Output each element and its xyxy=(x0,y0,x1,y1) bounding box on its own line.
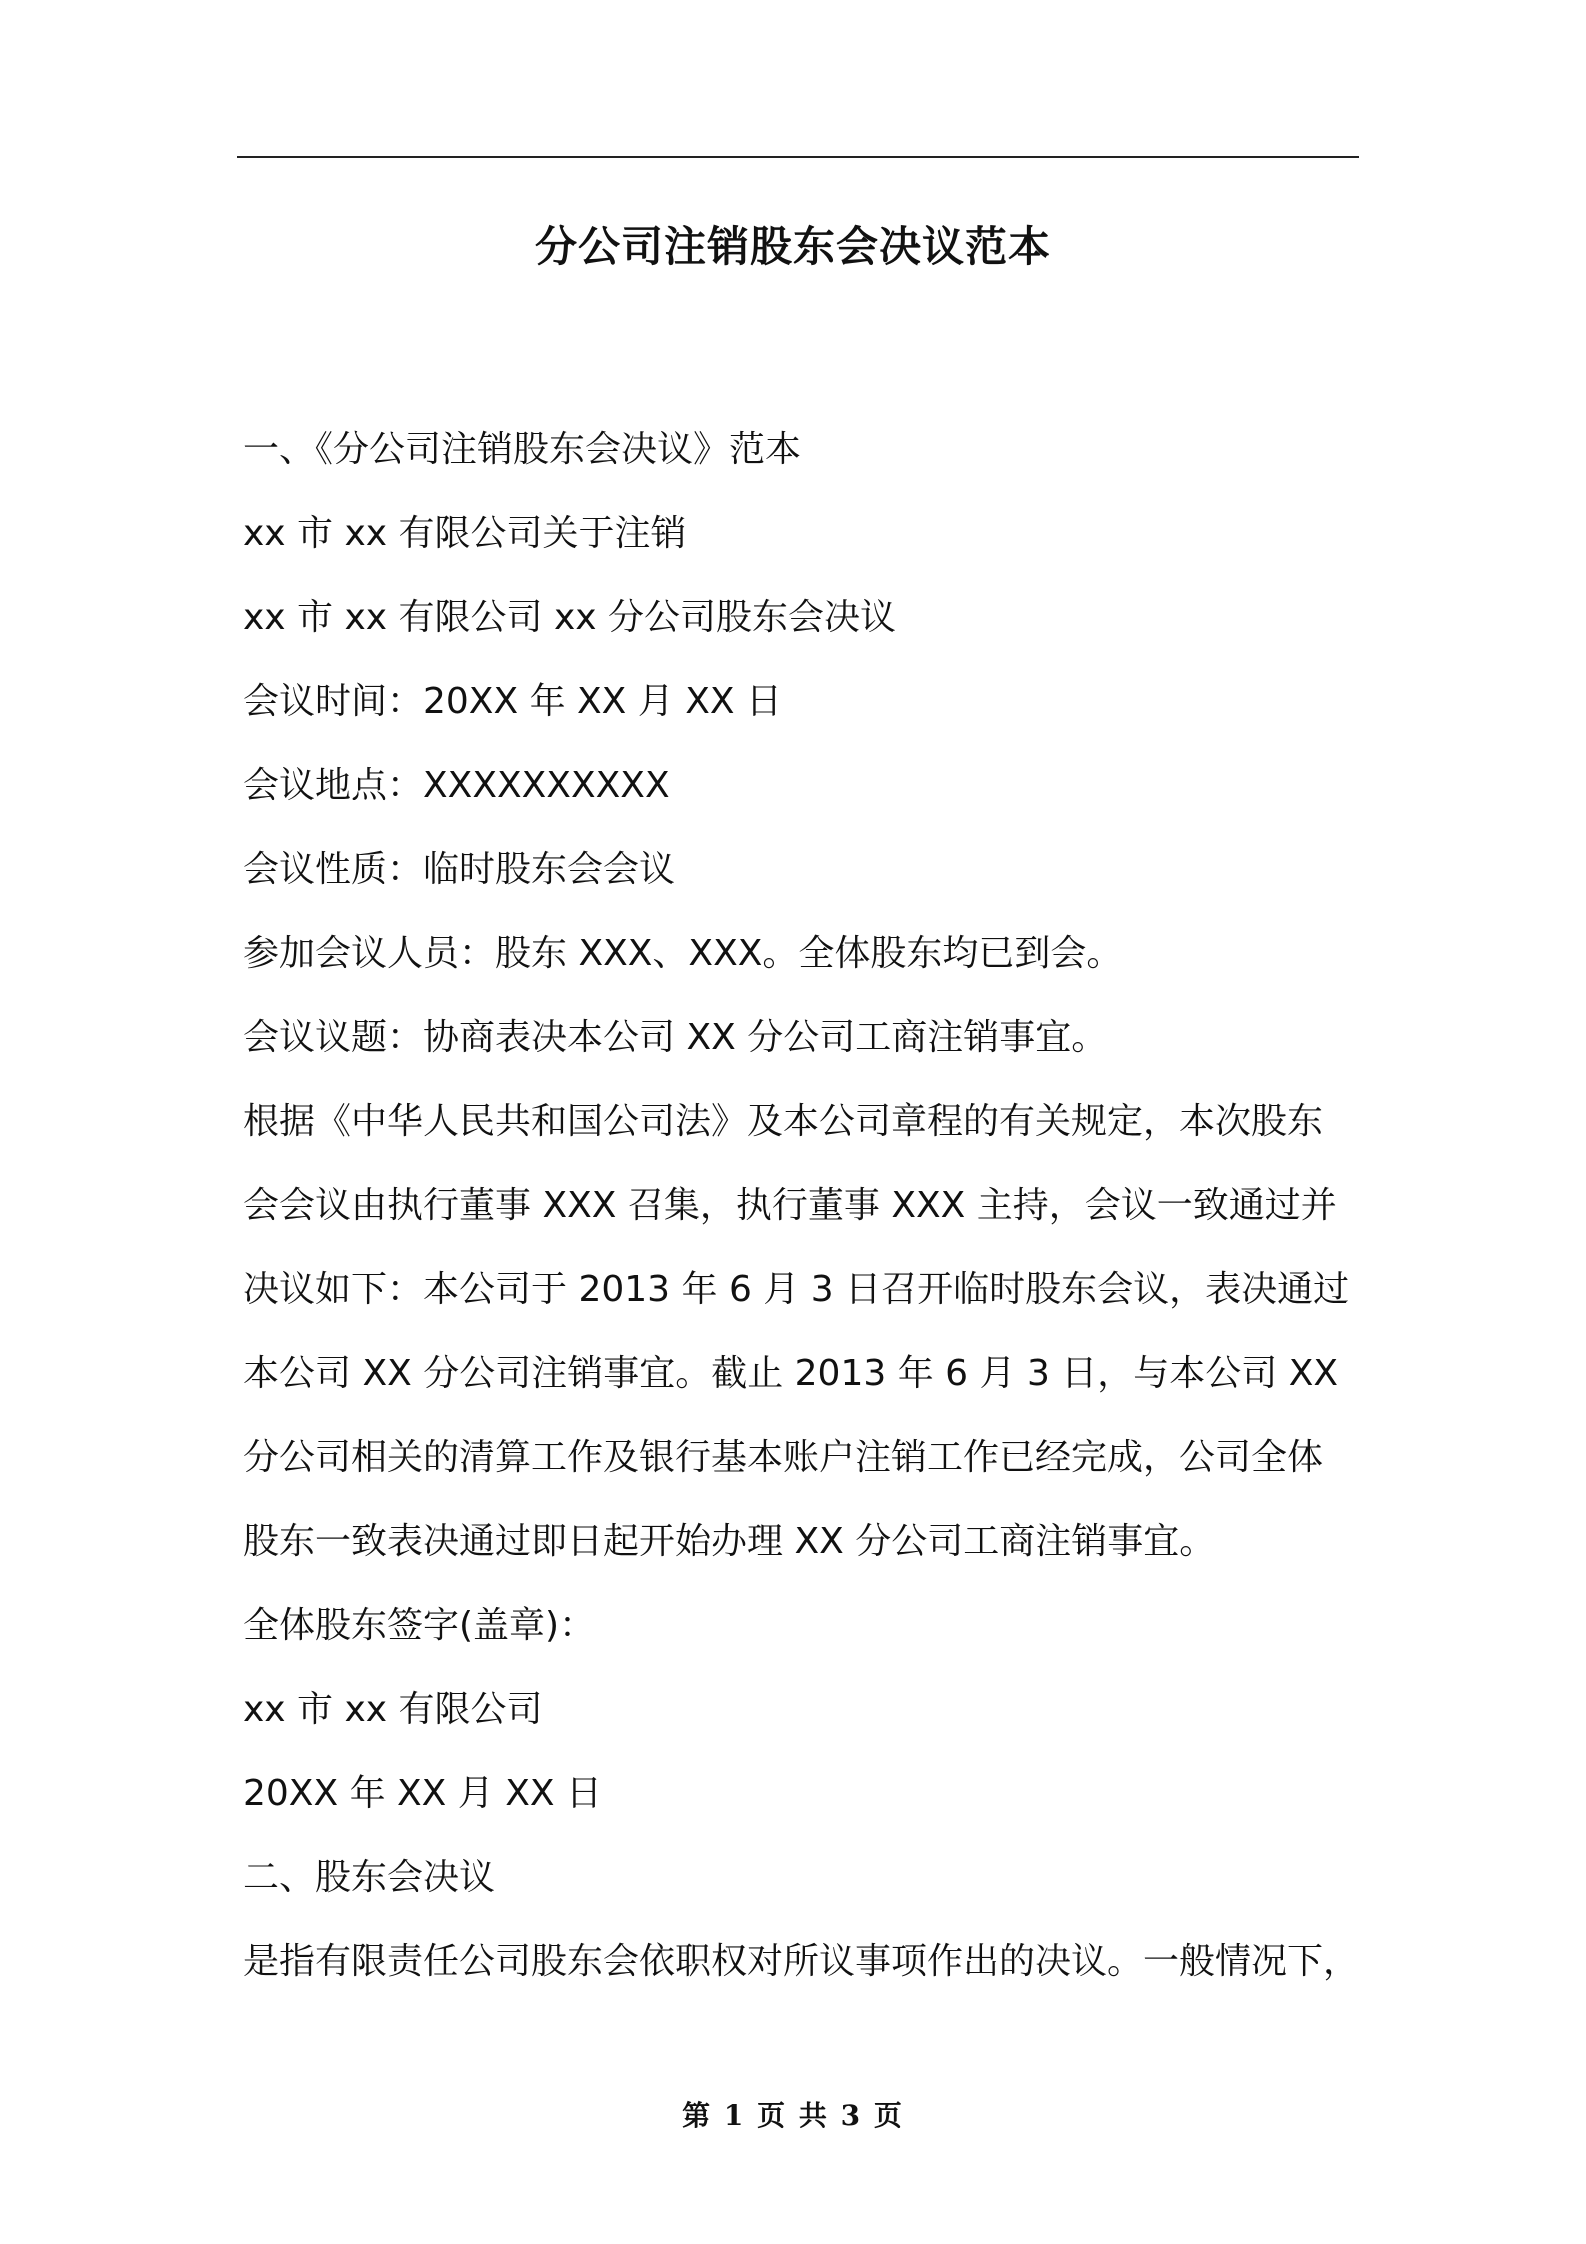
meeting-attendees: 参加会议人员：股东 XXX、XXX。全体股东均已到会。 xyxy=(243,933,1123,974)
meeting-nature: 会议性质：临时股东会会议 xyxy=(243,849,676,890)
signature-date: 20XX 年 XX 月 XX 日 xyxy=(243,1773,602,1814)
body-paragraph-line: 决议如下：本公司于 2013 年 6 月 3 日召开临时股东会议，表决通过 xyxy=(243,1269,1350,1310)
body-line: xx 市 xx 有限公司关于注销 xyxy=(243,513,687,554)
section-heading-1: 一、《分公司注销股东会决议》范本 xyxy=(243,429,802,470)
meeting-time: 会议时间：20XX 年 XX 月 XX 日 xyxy=(243,681,782,722)
body-paragraph-line: 股东一致表决通过即日起开始办理 XX 分公司工商注销事宜。 xyxy=(243,1521,1216,1562)
body-paragraph-line: 会会议由执行董事 XXX 召集，执行董事 XXX 主持，会议一致通过并 xyxy=(243,1185,1337,1226)
body-paragraph-line: 是指有限责任公司股东会依职权对所议事项作出的决议。一般情况下， xyxy=(243,1941,1360,1982)
signature-label: 全体股东签字(盖章)： xyxy=(243,1605,596,1646)
document-title: 分公司注销股东会决议范本 xyxy=(534,222,1051,271)
body-line: xx 市 xx 有限公司 xx 分公司股东会决议 xyxy=(243,597,897,638)
signature-company: xx 市 xx 有限公司 xyxy=(243,1689,543,1730)
section-heading-2: 二、股东会决议 xyxy=(243,1857,496,1898)
document-body xyxy=(243,408,1373,2004)
header-rule xyxy=(237,156,1359,158)
body-paragraph-line: 根据《中华人民共和国公司法》及本公司章程的有关规定，本次股东 xyxy=(243,1101,1324,1142)
body-paragraph-line: 本公司 XX 分公司注销事宜。截止 2013 年 6 月 3 日，与本公司 XX xyxy=(243,1353,1339,1394)
body-paragraph-line: 分公司相关的清算工作及银行基本账户注销工作已经完成，公司全体 xyxy=(243,1437,1324,1478)
meeting-location: 会议地点：XXXXXXXXXX xyxy=(243,765,670,806)
meeting-topic: 会议议题：协商表决本公司 XX 分公司工商注销事宜。 xyxy=(243,1017,1108,1058)
page-number-footer: 第 1 页 共 3 页 xyxy=(682,2099,904,2132)
